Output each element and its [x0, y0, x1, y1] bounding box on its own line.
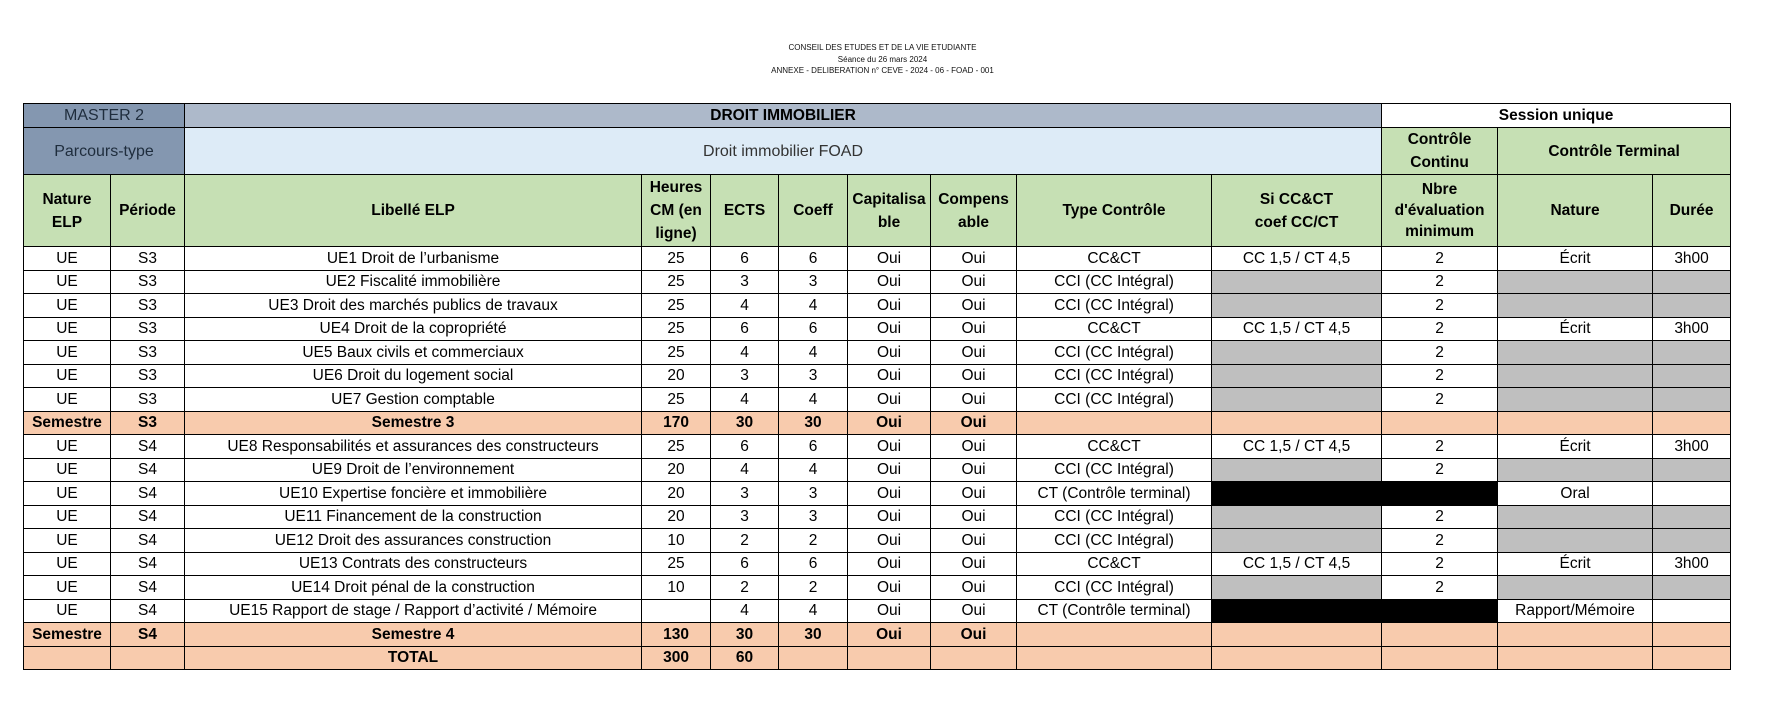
table-row: [24, 505, 1731, 529]
cell-coeff: 2: [779, 529, 848, 553]
cell-type-controle: CCI (CC Intégral): [1017, 458, 1212, 482]
cell-libelle: UE12 Droit des assurances construction: [185, 529, 642, 553]
cell-periode: S4: [111, 482, 185, 506]
table-row: [24, 270, 1731, 294]
cell-capitalisable: Oui: [848, 388, 931, 412]
cell-periode: S3: [111, 317, 185, 341]
cell-coef-cc-ct: [1212, 529, 1382, 553]
cell-coef-cc-ct: [1212, 599, 1382, 623]
cell-heures: 25: [642, 435, 711, 459]
table-row: [24, 552, 1731, 576]
cell-ct-nature: [1498, 364, 1653, 388]
cell-libelle: UE2 Fiscalité immobilière: [185, 270, 642, 294]
cell-nbre-eval: [1382, 482, 1498, 506]
semester-total-row: [24, 411, 1731, 435]
session-label: Session unique: [1382, 104, 1731, 128]
cell-capitalisable: [848, 646, 931, 670]
cell-ct-nature: Écrit: [1498, 435, 1653, 459]
cell-type-controle: CCI (CC Intégral): [1017, 364, 1212, 388]
cell-heures: 20: [642, 364, 711, 388]
cell-capitalisable: Oui: [848, 364, 931, 388]
column-header-row: [24, 175, 1731, 247]
table-row: [24, 529, 1731, 553]
cell-ct-nature: [1498, 529, 1653, 553]
cell-capitalisable: Oui: [848, 623, 931, 647]
cell-ects: 3: [711, 270, 779, 294]
cell-ects: 6: [711, 552, 779, 576]
col-header-nature: Nature: [1498, 175, 1653, 247]
cell-nature-elp: UE: [24, 529, 111, 553]
cell-nature-elp: UE: [24, 458, 111, 482]
cell-heures: [642, 599, 711, 623]
mcc-table: [23, 103, 1731, 670]
cell-nbre-eval: 2: [1382, 294, 1498, 318]
cell-type-controle: [1017, 411, 1212, 435]
table-row: [24, 388, 1731, 412]
table-row: [24, 576, 1731, 600]
col-header-type-controle: Type Contrôle: [1017, 175, 1212, 247]
cell-coef-cc-ct: CC 1,5 / CT 4,5: [1212, 247, 1382, 271]
cell-ects: 3: [711, 364, 779, 388]
deliberation-reference: ANNEXE - DELIBERATION n° CEVE - 2024 - 06 - FOAD - 001: [771, 66, 994, 75]
cell-compensable: Oui: [931, 576, 1017, 600]
cell-nature-elp: UE: [24, 247, 111, 271]
cell-compensable: Oui: [931, 294, 1017, 318]
council-title: CONSEIL DES ETUDES ET DE LA VIE ETUDIANTE: [788, 43, 977, 52]
cell-ects: 2: [711, 529, 779, 553]
cell-type-controle: CCI (CC Intégral): [1017, 270, 1212, 294]
cell-coef-cc-ct: [1212, 388, 1382, 412]
cell-duree: [1653, 294, 1731, 318]
cell-heures: 20: [642, 482, 711, 506]
cell-coeff: 6: [779, 435, 848, 459]
cell-heures: 25: [642, 294, 711, 318]
cell-duree: 3h00: [1653, 247, 1731, 271]
cell-nature-elp: UE: [24, 599, 111, 623]
cell-compensable: Oui: [931, 552, 1017, 576]
cell-duree: [1653, 364, 1731, 388]
cell-nature-elp: UE: [24, 341, 111, 365]
cell-duree: [1653, 646, 1731, 670]
cell-heures: 25: [642, 317, 711, 341]
cell-nbre-eval: [1382, 599, 1498, 623]
cell-periode: S3: [111, 247, 185, 271]
table-row: [24, 482, 1731, 506]
col-header-nature-elp: Nature ELP: [24, 175, 111, 247]
cell-nature-elp: UE: [24, 364, 111, 388]
cell-ct-nature: Écrit: [1498, 247, 1653, 271]
parcours-row: [24, 128, 1731, 175]
cell-libelle: UE5 Baux civils et commerciaux: [185, 341, 642, 365]
cell-nature-elp: UE: [24, 317, 111, 341]
cell-nature-elp: UE: [24, 576, 111, 600]
cell-duree: [1653, 505, 1731, 529]
col-header-compensable: Compens able: [931, 175, 1017, 247]
cell-capitalisable: Oui: [848, 294, 931, 318]
program-title: DROIT IMMOBILIER: [185, 104, 1382, 128]
col-header-libelle: Libellé ELP: [185, 175, 642, 247]
cell-type-controle: [1017, 623, 1212, 647]
cell-type-controle: CC&CT: [1017, 435, 1212, 459]
cell-libelle: UE4 Droit de la copropriété: [185, 317, 642, 341]
cell-duree: [1653, 576, 1731, 600]
cell-heures: 25: [642, 552, 711, 576]
cell-compensable: Oui: [931, 411, 1017, 435]
cell-ects: 60: [711, 646, 779, 670]
cell-libelle: UE7 Gestion comptable: [185, 388, 642, 412]
cell-coeff: 4: [779, 458, 848, 482]
cell-compensable: Oui: [931, 270, 1017, 294]
cell-coeff: 3: [779, 482, 848, 506]
cell-coef-cc-ct: [1212, 270, 1382, 294]
cell-duree: [1653, 458, 1731, 482]
cell-heures: 20: [642, 505, 711, 529]
semester-total-row: [24, 646, 1731, 670]
table-row: [24, 599, 1731, 623]
cell-coef-cc-ct: [1212, 458, 1382, 482]
cell-nbre-eval: [1382, 646, 1498, 670]
cell-ects: 4: [711, 341, 779, 365]
cell-ects: 4: [711, 458, 779, 482]
cell-type-controle: CC&CT: [1017, 247, 1212, 271]
master-label: MASTER 2: [24, 104, 185, 128]
cell-ects: 6: [711, 435, 779, 459]
cell-coef-cc-ct: CC 1,5 / CT 4,5: [1212, 317, 1382, 341]
cell-type-controle: CC&CT: [1017, 552, 1212, 576]
cell-nbre-eval: 2: [1382, 505, 1498, 529]
cell-compensable: [931, 646, 1017, 670]
cell-libelle: Semestre 4: [185, 623, 642, 647]
cell-duree: 3h00: [1653, 552, 1731, 576]
cell-capitalisable: Oui: [848, 505, 931, 529]
cell-duree: 3h00: [1653, 317, 1731, 341]
document-header: [0, 42, 1765, 77]
cell-libelle: UE14 Droit pénal de la construction: [185, 576, 642, 600]
cell-ects: 6: [711, 247, 779, 271]
cell-capitalisable: Oui: [848, 435, 931, 459]
cell-nbre-eval: 2: [1382, 364, 1498, 388]
cell-libelle: UE1 Droit de l’urbanisme: [185, 247, 642, 271]
cell-duree: [1653, 411, 1731, 435]
controle-continu-group: Contrôle Continu: [1382, 128, 1498, 175]
cell-nature-elp: UE: [24, 482, 111, 506]
cell-type-controle: CCI (CC Intégral): [1017, 529, 1212, 553]
cell-type-controle: [1017, 646, 1212, 670]
cell-nature-elp: UE: [24, 435, 111, 459]
cell-capitalisable: Oui: [848, 529, 931, 553]
cell-duree: [1653, 599, 1731, 623]
cell-ct-nature: [1498, 458, 1653, 482]
cell-compensable: Oui: [931, 341, 1017, 365]
col-header-periode: Période: [111, 175, 185, 247]
cell-compensable: Oui: [931, 505, 1017, 529]
col-header-heures: Heures CM (en ligne): [642, 175, 711, 247]
cell-ects: 6: [711, 317, 779, 341]
cell-duree: [1653, 341, 1731, 365]
cell-nature-elp: [24, 646, 111, 670]
cell-ects: 2: [711, 576, 779, 600]
cell-coeff: 3: [779, 364, 848, 388]
col-header-ects: ECTS: [711, 175, 779, 247]
cell-capitalisable: Oui: [848, 482, 931, 506]
table-row: [24, 435, 1731, 459]
col-header-coef-cc-ct: Si CC&CT coef CC/CT: [1212, 175, 1382, 247]
cell-nbre-eval: 2: [1382, 270, 1498, 294]
cell-periode: S3: [111, 341, 185, 365]
cell-periode: S3: [111, 270, 185, 294]
cell-nature-elp: UE: [24, 294, 111, 318]
cell-coef-cc-ct: [1212, 623, 1382, 647]
cell-heures: 20: [642, 458, 711, 482]
title-row: [24, 104, 1731, 128]
table-row: [24, 317, 1731, 341]
cell-capitalisable: Oui: [848, 317, 931, 341]
cell-libelle: TOTAL: [185, 646, 642, 670]
table-row: [24, 294, 1731, 318]
cell-type-controle: CT (Contrôle terminal): [1017, 482, 1212, 506]
cell-type-controle: CCI (CC Intégral): [1017, 341, 1212, 365]
cell-ects: 30: [711, 623, 779, 647]
cell-ects: 4: [711, 388, 779, 412]
cell-libelle: UE15 Rapport de stage / Rapport d’activité / Mémoire: [185, 599, 642, 623]
cell-duree: [1653, 482, 1731, 506]
cell-nbre-eval: 2: [1382, 552, 1498, 576]
cell-coef-cc-ct: [1212, 482, 1382, 506]
cell-nature-elp: Semestre: [24, 411, 111, 435]
cell-heures: 130: [642, 623, 711, 647]
cell-coeff: 4: [779, 294, 848, 318]
cell-ct-nature: [1498, 388, 1653, 412]
cell-libelle: Semestre 3: [185, 411, 642, 435]
cell-coef-cc-ct: CC 1,5 / CT 4,5: [1212, 435, 1382, 459]
cell-ects: 4: [711, 294, 779, 318]
col-header-capitalisable: Capitalisa ble: [848, 175, 931, 247]
cell-heures: 25: [642, 270, 711, 294]
cell-coeff: 30: [779, 623, 848, 647]
cell-nbre-eval: 2: [1382, 341, 1498, 365]
cell-coeff: 3: [779, 270, 848, 294]
cell-libelle: UE10 Expertise foncière et immobilière: [185, 482, 642, 506]
controle-terminal-group: Contrôle Terminal: [1498, 128, 1731, 175]
cell-ct-nature: Écrit: [1498, 552, 1653, 576]
cell-coef-cc-ct: [1212, 576, 1382, 600]
cell-ects: 30: [711, 411, 779, 435]
cell-compensable: Oui: [931, 247, 1017, 271]
cell-capitalisable: Oui: [848, 411, 931, 435]
cell-compensable: Oui: [931, 623, 1017, 647]
cell-ct-nature: [1498, 341, 1653, 365]
cell-type-controle: CCI (CC Intégral): [1017, 294, 1212, 318]
cell-ct-nature: [1498, 294, 1653, 318]
cell-ct-nature: [1498, 576, 1653, 600]
cell-compensable: Oui: [931, 599, 1017, 623]
cell-nature-elp: UE: [24, 270, 111, 294]
cell-libelle: UE13 Contrats des constructeurs: [185, 552, 642, 576]
cell-nature-elp: UE: [24, 505, 111, 529]
cell-nature-elp: UE: [24, 552, 111, 576]
cell-periode: S4: [111, 623, 185, 647]
semester-total-row: [24, 623, 1731, 647]
cell-compensable: Oui: [931, 482, 1017, 506]
cell-nature-elp: Semestre: [24, 623, 111, 647]
cell-periode: S4: [111, 576, 185, 600]
cell-capitalisable: Oui: [848, 247, 931, 271]
cell-capitalisable: Oui: [848, 599, 931, 623]
cell-periode: S3: [111, 364, 185, 388]
cell-coef-cc-ct: [1212, 341, 1382, 365]
cell-type-controle: CCI (CC Intégral): [1017, 388, 1212, 412]
table-row: [24, 247, 1731, 271]
col-header-duree: Durée: [1653, 175, 1731, 247]
cell-coeff: 6: [779, 552, 848, 576]
cell-nbre-eval: 2: [1382, 388, 1498, 412]
cell-nbre-eval: 2: [1382, 458, 1498, 482]
cell-nbre-eval: 2: [1382, 529, 1498, 553]
cell-periode: S3: [111, 388, 185, 412]
cell-libelle: UE11 Financement de la construction: [185, 505, 642, 529]
cell-duree: [1653, 529, 1731, 553]
cell-ects: 4: [711, 599, 779, 623]
cell-heures: 25: [642, 388, 711, 412]
cell-heures: 300: [642, 646, 711, 670]
cell-ct-nature: Écrit: [1498, 317, 1653, 341]
cell-periode: S4: [111, 435, 185, 459]
cell-periode: S4: [111, 505, 185, 529]
session-date: Séance du 26 mars 2024: [837, 54, 928, 64]
cell-compensable: Oui: [931, 435, 1017, 459]
cell-heures: 170: [642, 411, 711, 435]
cell-libelle: UE8 Responsabilités et assurances des constructeurs: [185, 435, 642, 459]
cell-nbre-eval: 2: [1382, 435, 1498, 459]
cell-ct-nature: Rapport/Mémoire: [1498, 599, 1653, 623]
cell-duree: [1653, 388, 1731, 412]
cell-ects: 3: [711, 482, 779, 506]
col-header-coeff: Coeff: [779, 175, 848, 247]
cell-libelle: UE3 Droit des marchés publics de travaux: [185, 294, 642, 318]
cell-capitalisable: Oui: [848, 341, 931, 365]
table-row: [24, 364, 1731, 388]
cell-type-controle: CC&CT: [1017, 317, 1212, 341]
cell-coeff: [779, 646, 848, 670]
cell-periode: S4: [111, 552, 185, 576]
cell-compensable: Oui: [931, 364, 1017, 388]
cell-nature-elp: UE: [24, 388, 111, 412]
cell-nbre-eval: [1382, 411, 1498, 435]
cell-duree: 3h00: [1653, 435, 1731, 459]
cell-coef-cc-ct: [1212, 505, 1382, 529]
cell-coeff: 4: [779, 599, 848, 623]
cell-coeff: 30: [779, 411, 848, 435]
parcours-label: Parcours-type: [24, 128, 185, 175]
cell-periode: S4: [111, 599, 185, 623]
cell-nbre-eval: 2: [1382, 576, 1498, 600]
cell-ct-nature: [1498, 270, 1653, 294]
cell-coeff: 6: [779, 247, 848, 271]
parcours-value: Droit immobilier FOAD: [185, 128, 1382, 175]
cell-coeff: 6: [779, 317, 848, 341]
cell-libelle: UE9 Droit de l’environnement: [185, 458, 642, 482]
cell-nbre-eval: 2: [1382, 317, 1498, 341]
cell-coeff: 2: [779, 576, 848, 600]
cell-periode: S3: [111, 294, 185, 318]
cell-heures: 25: [642, 247, 711, 271]
cell-nbre-eval: 2: [1382, 247, 1498, 271]
cell-heures: 10: [642, 529, 711, 553]
cell-capitalisable: Oui: [848, 552, 931, 576]
cell-nbre-eval: [1382, 623, 1498, 647]
cell-compensable: Oui: [931, 317, 1017, 341]
cell-coef-cc-ct: [1212, 364, 1382, 388]
cell-libelle: UE6 Droit du logement social: [185, 364, 642, 388]
col-header-nbre-eval: Nbre d'évaluation minimum: [1382, 175, 1498, 247]
cell-heures: 25: [642, 341, 711, 365]
cell-ct-nature: [1498, 646, 1653, 670]
cell-periode: S4: [111, 529, 185, 553]
cell-ects: 3: [711, 505, 779, 529]
cell-periode: [111, 646, 185, 670]
cell-capitalisable: Oui: [848, 576, 931, 600]
cell-coef-cc-ct: CC 1,5 / CT 4,5: [1212, 552, 1382, 576]
cell-heures: 10: [642, 576, 711, 600]
cell-ct-nature: [1498, 623, 1653, 647]
cell-ct-nature: [1498, 505, 1653, 529]
cell-coeff: 4: [779, 341, 848, 365]
cell-coef-cc-ct: [1212, 646, 1382, 670]
cell-ct-nature: [1498, 411, 1653, 435]
cell-type-controle: CCI (CC Intégral): [1017, 505, 1212, 529]
cell-periode: S4: [111, 458, 185, 482]
cell-duree: [1653, 623, 1731, 647]
cell-compensable: Oui: [931, 458, 1017, 482]
cell-coeff: 4: [779, 388, 848, 412]
cell-type-controle: CT (Contrôle terminal): [1017, 599, 1212, 623]
cell-capitalisable: Oui: [848, 458, 931, 482]
cell-coef-cc-ct: [1212, 411, 1382, 435]
table-row: [24, 341, 1731, 365]
cell-coeff: 3: [779, 505, 848, 529]
cell-type-controle: CCI (CC Intégral): [1017, 576, 1212, 600]
cell-ct-nature: Oral: [1498, 482, 1653, 506]
cell-compensable: Oui: [931, 529, 1017, 553]
cell-capitalisable: Oui: [848, 270, 931, 294]
cell-periode: S3: [111, 411, 185, 435]
cell-duree: [1653, 270, 1731, 294]
cell-coef-cc-ct: [1212, 294, 1382, 318]
table-row: [24, 458, 1731, 482]
cell-compensable: Oui: [931, 388, 1017, 412]
